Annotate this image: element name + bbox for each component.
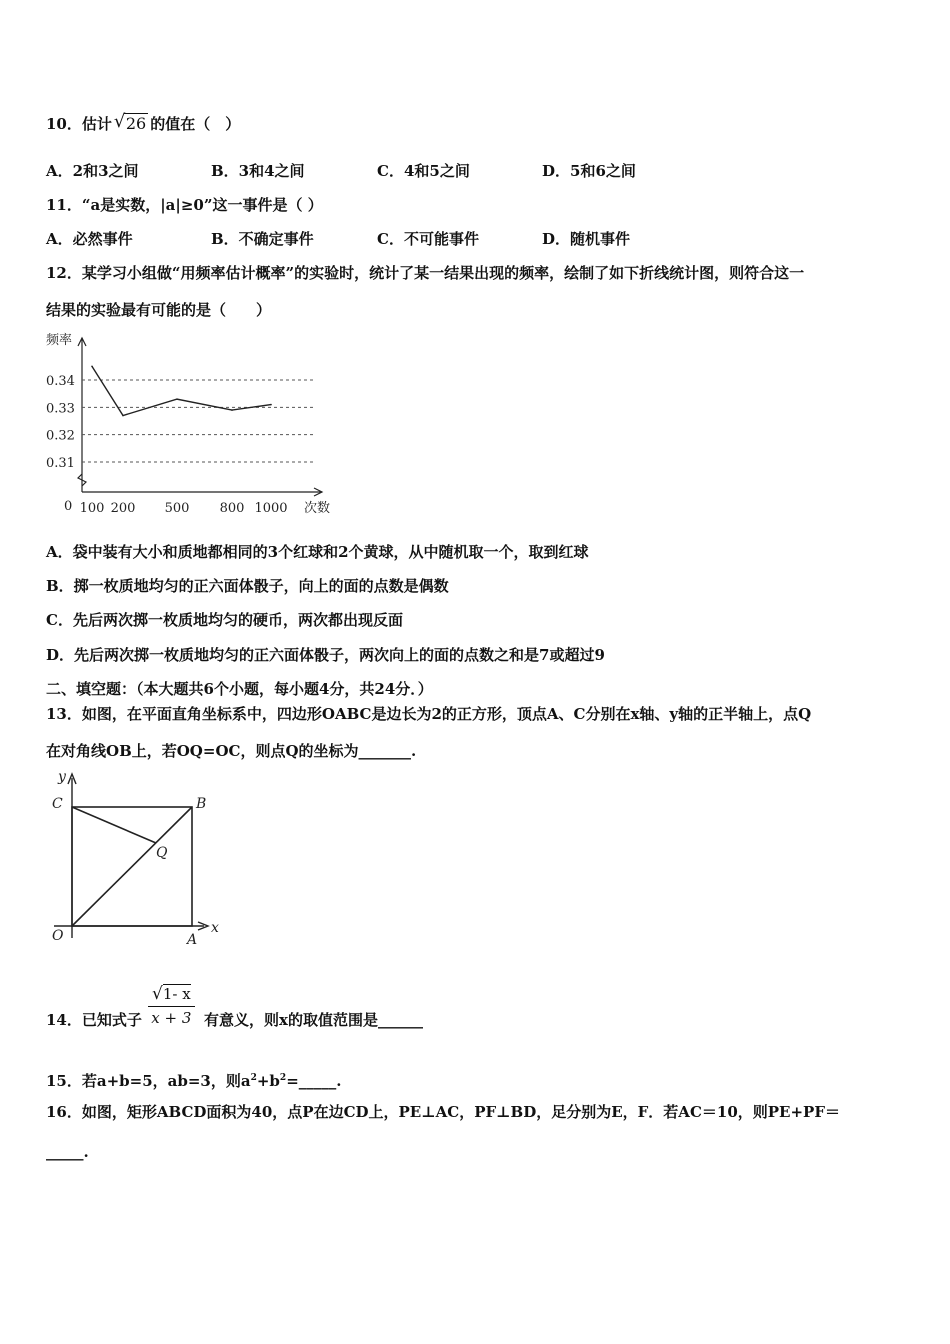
q16-stem-line2: _____. bbox=[46, 1143, 89, 1161]
q14-fraction bbox=[148, 984, 195, 1027]
q10-option-a: A．2和3之间 bbox=[46, 162, 139, 180]
q11-option-c: C．不可能事件 bbox=[377, 230, 479, 248]
q15-sup2: 2 bbox=[279, 1073, 287, 1083]
label-q: Q bbox=[156, 845, 168, 861]
chart-data-point bbox=[176, 398, 178, 400]
chart-xlabel: 次数 bbox=[304, 501, 331, 516]
segment-cq bbox=[72, 807, 156, 843]
chart-series-line bbox=[92, 366, 271, 415]
q12-stem-line2: 结果的实验最有可能的是（ ） bbox=[46, 301, 272, 319]
label-o: O bbox=[52, 928, 64, 944]
q11-option-a: A．必然事件 bbox=[46, 230, 133, 248]
sqrt-expression bbox=[113, 111, 148, 134]
q16-stem-line1: 16．如图，矩形ABCD面积为40，点P在边CD上，PE⊥AC，PF⊥BD，足分别为E，F．若AC＝10，则PE+PF＝ bbox=[46, 1103, 840, 1121]
chart-ylabel: 频率 bbox=[46, 333, 73, 348]
section-title: 二、填空题：（本大题共6个小题，每小题4分，共24分．） bbox=[46, 680, 433, 698]
q12-stem-line1: 12．某学习小组做“用频率估计概率”的实验时，统计了某一结果出现的频率，绘制了如下折线统计图，则符合这一 bbox=[46, 264, 805, 282]
chart-data-point bbox=[91, 366, 93, 368]
q15-prefix: 15．若a+b=5，ab=3，则a bbox=[46, 1072, 251, 1090]
q15-stem bbox=[46, 1068, 341, 1091]
q11-stem: 11．“a是实数，|a|≥0”这一事件是（ ） bbox=[46, 196, 323, 214]
q12-option-b: B．掷一枚质地均匀的正六面体骰子，向上的面的点数是偶数 bbox=[46, 577, 449, 595]
q14-numerator bbox=[148, 984, 195, 1007]
q15-suffix: =_____. bbox=[286, 1072, 342, 1090]
chart-x-tick-label: 500 bbox=[164, 501, 190, 516]
q13-stem-line1: 13．如图，在平面直角坐标系中，四边形OABC是边长为2的正方形，顶点A、C分别在x轴、y轴的正半轴上，点Q bbox=[46, 705, 812, 723]
label-b: B bbox=[196, 796, 207, 812]
q14-numerator-text: 1- x bbox=[162, 985, 191, 1003]
q11-option-b: B．不确定事件 bbox=[211, 230, 314, 248]
diagonal-ob bbox=[72, 807, 192, 926]
label-x: x bbox=[211, 920, 219, 936]
chart-data-point bbox=[231, 409, 233, 411]
chart-data-point bbox=[122, 415, 124, 417]
square-oabc-figure bbox=[44, 766, 234, 956]
chart-y-tick-label: 0.32 bbox=[46, 428, 75, 444]
q10-suffix: 的值在（ ） bbox=[150, 115, 241, 133]
q14-denominator: x + 3 bbox=[151, 1009, 192, 1027]
q12-option-c: C．先后两次掷一枚质地均匀的硬币，两次都出现反面 bbox=[46, 611, 403, 629]
chart-x-tick-label: 1000 bbox=[254, 501, 288, 516]
chart-y-tick-label: 0.34 bbox=[46, 374, 75, 389]
chart-data-point bbox=[270, 404, 272, 406]
q14-suffix: 有意义，则x的取值范围是______ bbox=[204, 1011, 423, 1029]
chart-x-tick-label: 100 bbox=[79, 501, 105, 516]
q10-radicand: 26 bbox=[125, 114, 147, 133]
q10-option-c: C．4和5之间 bbox=[377, 162, 470, 180]
q10-stem bbox=[46, 111, 241, 134]
label-c: C bbox=[52, 796, 63, 812]
q10-prefix: 10．估计 bbox=[46, 115, 112, 133]
label-y: y bbox=[58, 769, 66, 785]
q12-option-a: A．袋中装有大小和质地都相同的3个红球和2个黄球，从中随机取一个，取到红球 bbox=[46, 543, 589, 561]
chart-y-tick-label: 0.31 bbox=[46, 456, 75, 471]
q15-sup1: 2 bbox=[250, 1073, 257, 1083]
q10-option-b: B．3和4之间 bbox=[211, 162, 305, 180]
q11-option-d: D．随机事件 bbox=[542, 230, 631, 248]
radical-sign-icon: √ bbox=[152, 984, 163, 1004]
q12-option-d: D．先后两次掷一枚质地均匀的正六面体骰子，两次向上的面的点数之和是7或超过9 bbox=[46, 646, 605, 664]
frequency-line-chart bbox=[40, 328, 350, 520]
radical-sign-icon: √ bbox=[113, 111, 126, 132]
q14-prefix: 14．已知式子 bbox=[46, 1011, 142, 1029]
q13-stem-line2: 在对角线OB上，若OQ=OC，则点Q的坐标为_______. bbox=[46, 742, 417, 760]
q15-mid: +b bbox=[256, 1072, 280, 1090]
chart-origin-label: 0 bbox=[64, 499, 73, 514]
chart-x-tick-label: 800 bbox=[219, 501, 245, 516]
label-a: A bbox=[187, 932, 198, 948]
q10-option-d: D．5和6之间 bbox=[542, 162, 636, 180]
chart-x-tick-label: 200 bbox=[110, 501, 136, 516]
chart-y-tick-label: 0.33 bbox=[46, 401, 75, 417]
